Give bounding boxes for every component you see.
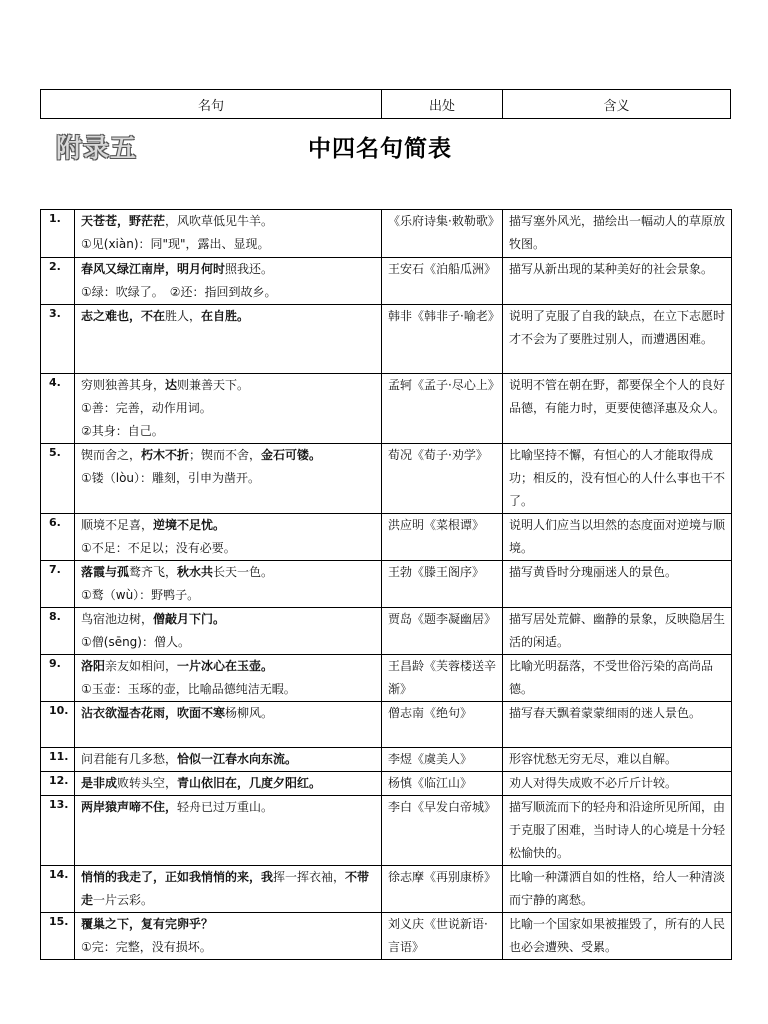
- source-cell: 荀况《荀子·劝学》: [382, 444, 503, 514]
- meaning-cell: 比喻一个国家如果被摧毁了，所有的人民也必会遭殃、受累。: [503, 913, 732, 960]
- row-number: 7.: [41, 561, 75, 608]
- source-cell: 《乐府诗集·敕勒歌》: [382, 210, 503, 258]
- quotes-table: [40, 209, 732, 960]
- quote-segment: 亲友如相问，: [105, 659, 178, 673]
- quote-text: [81, 866, 375, 912]
- quote-annotation: ①鹜（wù）：野鸭子。: [81, 588, 200, 602]
- quote-text: [81, 374, 375, 397]
- quote-segment: 照我还。: [225, 262, 274, 276]
- meaning-cell: 形容忧愁无穷无尽，难以自解。: [503, 748, 732, 772]
- quote-segment: 沾衣欲湿杏花雨，吹面不寒: [81, 706, 226, 720]
- quote-cell: [75, 866, 382, 913]
- table-row: [41, 913, 732, 960]
- quote-cell: [75, 210, 382, 258]
- table-row: [41, 772, 732, 796]
- quote-segment: 落霞与孤: [81, 565, 130, 579]
- quote-text: [81, 913, 375, 936]
- source-cell: 杨慎《临江山》: [382, 772, 503, 796]
- meaning-cell: 描写塞外风光，描绘出一幅动人的草原放牧图。: [503, 210, 732, 258]
- quote-segment: 鸟宿池边树，: [81, 612, 154, 626]
- quote-segment: 鹜齐飞，: [129, 565, 178, 579]
- quote-segment: 在自胜。: [201, 309, 250, 323]
- quote-annotation: ①绿：吹绿了。 ②还：指回到故乡。: [81, 285, 277, 299]
- quote-segment: 僧敲月下门。: [153, 612, 226, 626]
- quote-segment: 胜人，: [165, 309, 202, 323]
- quote-segment: 两岸猿声啼不住，: [81, 800, 178, 814]
- quote-segment: 朽木不折: [141, 448, 190, 462]
- quote-segment: ；锲而不舍，: [189, 448, 262, 462]
- row-number: 1.: [41, 210, 75, 258]
- table-row: [41, 258, 732, 305]
- quote-segment: 败转头空，: [117, 776, 178, 790]
- quote-segment: 金石可镂。: [261, 448, 322, 462]
- quote-text: [81, 702, 375, 725]
- quote-text: [81, 772, 375, 795]
- meaning-cell: 描写居处荒僻、幽静的景象，反映隐居生活的闲适。: [503, 608, 732, 655]
- quote-segment: 穷则独善其身，: [81, 378, 166, 392]
- source-cell: 刘义庆《世说新语·言语》: [382, 913, 503, 960]
- quote-cell: [75, 772, 382, 796]
- quote-cell: [75, 514, 382, 561]
- quote-segment: 秋水共: [177, 565, 214, 579]
- quote-annotation: ①镂（lòu）：雕刻，引申为凿开。: [81, 471, 261, 485]
- quote-annotation: ①玉壶：玉琢的壶，比喻品德纯洁无暇。: [81, 682, 296, 696]
- quote-segment: 天苍苍，: [81, 214, 130, 228]
- quote-cell: [75, 561, 382, 608]
- quote-text: [81, 608, 375, 631]
- row-number: 12.: [41, 772, 75, 796]
- meaning-cell: 比喻坚持不懈，有恒心的人才能取得成功；相反的，没有恒心的人什么事也干不了。: [503, 444, 732, 514]
- quote-segment: 则兼善天下。: [177, 378, 250, 392]
- source-cell: 韩非《韩非子·喻老》: [382, 305, 503, 374]
- quote-segment: 恰似一江春水向东流。: [177, 752, 298, 766]
- quote-annotation: ①僧(sēng)：僧人。: [81, 635, 190, 649]
- quote-cell: [75, 258, 382, 305]
- quote-cell: [75, 655, 382, 702]
- source-cell: 李煜《虞美人》: [382, 748, 503, 772]
- quote-segment: 志之难也，不在: [81, 309, 166, 323]
- meaning-cell: 劝人对得失成败不必斤斤计较。: [503, 772, 732, 796]
- quote-segment: 青山依旧在，几度夕阳红。: [177, 776, 322, 790]
- header-source: 出处: [382, 90, 503, 119]
- quote-segment: 是非成: [81, 776, 118, 790]
- table-row: [41, 444, 732, 514]
- table-row: [41, 748, 732, 772]
- row-number: 15.: [41, 913, 75, 960]
- quote-segment: ，风吹草低见牛羊。: [165, 214, 274, 228]
- quote-annotation: ①见(xiàn)：同"现"，露出、显现。: [81, 237, 270, 251]
- quote-annotation: ①完：完整，没有损坏。: [81, 940, 212, 954]
- row-number: 11.: [41, 748, 75, 772]
- row-number: 9.: [41, 655, 75, 702]
- meaning-cell: 比喻一种潇洒自如的性格，给人一种清淡而宁静的离愁。: [503, 866, 732, 913]
- source-cell: 王勃《滕王阁序》: [382, 561, 503, 608]
- source-cell: 孟轲《孟子·尽心上》: [382, 374, 503, 444]
- quote-segment: 覆巢之下，复有完卵乎？: [81, 917, 214, 931]
- table-row: [41, 866, 732, 913]
- meaning-cell: 比喻光明磊落，不受世俗污染的高尚品德。: [503, 655, 732, 702]
- source-cell: 洪应明《菜根谭》: [382, 514, 503, 561]
- quote-cell: [75, 305, 382, 374]
- quote-segment: 野茫茫: [129, 214, 166, 228]
- document-title: 中四名句简表: [308, 136, 452, 162]
- quote-text: [81, 305, 375, 328]
- row-number: 5.: [41, 444, 75, 514]
- quote-segment: 锲而舍之，: [81, 448, 142, 462]
- quote-segment: 问君能有几多愁，: [81, 752, 178, 766]
- row-number: 6.: [41, 514, 75, 561]
- quote-cell: [75, 913, 382, 960]
- table-row: [41, 374, 732, 444]
- table-row: [41, 561, 732, 608]
- row-number: 2.: [41, 258, 75, 305]
- source-cell: 徐志摩《再别康桥》: [382, 866, 503, 913]
- meaning-cell: 说明了克服了自我的缺点，在立下志愿时才不会为了要胜过别人，而遭遇困难。: [503, 305, 732, 374]
- quote-segment: 挥一挥衣袖，: [273, 870, 346, 884]
- quote-text: [81, 655, 375, 678]
- row-number: 8.: [41, 608, 75, 655]
- row-number: 13.: [41, 796, 75, 866]
- source-cell: 王昌龄《芙蓉楼送辛渐》: [382, 655, 503, 702]
- meaning-cell: 说明不管在朝在野，都要保全个人的良好品德，有能力时，更要使德泽惠及众人。: [503, 374, 732, 444]
- table-row: [41, 655, 732, 702]
- quote-annotation: ②其身：自己。: [81, 424, 164, 438]
- header-quote: 名句: [41, 90, 382, 119]
- quote-text: [81, 561, 375, 584]
- quote-segment: 轻舟已过万重山。: [177, 800, 274, 814]
- quote-segment: 洛阳: [81, 659, 106, 673]
- quote-annotation: ①不足：不足以；没有必要。: [81, 541, 236, 555]
- meaning-cell: 描写顺流而下的轻舟和沿途所见所闻，由于克服了困难，当时诗人的心境是十分轻松愉快的。: [503, 796, 732, 866]
- quote-cell: [75, 796, 382, 866]
- table-row: [41, 796, 732, 866]
- table-row: [41, 210, 732, 258]
- quote-segment: 春风又绿江南岸，: [81, 262, 178, 276]
- meaning-cell: 说明人们应当以坦然的态度面对逆境与顺境。: [503, 514, 732, 561]
- quote-text: [81, 748, 375, 771]
- table-row: [41, 514, 732, 561]
- quote-text: [81, 514, 375, 537]
- quote-text: [81, 796, 375, 819]
- quote-segment: 顺境不足喜，: [81, 518, 154, 532]
- meaning-cell: 描写春天飘着蒙蒙细雨的迷人景色。: [503, 702, 732, 748]
- row-number: 4.: [41, 374, 75, 444]
- quote-text: [81, 258, 375, 281]
- row-number: 14.: [41, 866, 75, 913]
- quote-text: [81, 444, 375, 467]
- table-row: [41, 608, 732, 655]
- quote-segment: 一片冰心在玉壶。: [177, 659, 274, 673]
- quote-segment: 一片云彩。: [93, 893, 154, 907]
- quote-segment: 悄悄的我走了，正如我悄悄的来，我: [81, 870, 274, 884]
- meaning-cell: 描写从新出现的某种美好的社会景象。: [503, 258, 732, 305]
- quote-segment: 杨柳风。: [225, 706, 274, 720]
- quote-segment: 长天一色。: [213, 565, 274, 579]
- quote-cell: [75, 374, 382, 444]
- source-cell: 贾岛《题李凝幽居》: [382, 608, 503, 655]
- quote-segment: 逆境不足忧。: [153, 518, 226, 532]
- quote-cell: [75, 748, 382, 772]
- source-cell: 王安石《泊船瓜洲》: [382, 258, 503, 305]
- appendix-label: 附录五: [56, 134, 138, 164]
- source-cell: 僧志南《绝句》: [382, 702, 503, 748]
- quote-segment: 不带走: [81, 870, 370, 907]
- quote-cell: [75, 702, 382, 748]
- source-cell: 李白《早发白帝城》: [382, 796, 503, 866]
- quote-cell: [75, 608, 382, 655]
- quote-text: [81, 210, 375, 233]
- meaning-cell: 描写黄昏时分瑰丽迷人的景色。: [503, 561, 732, 608]
- row-number: 10.: [41, 702, 75, 748]
- quote-segment: 明月何时: [177, 262, 226, 276]
- row-number: 3.: [41, 305, 75, 374]
- quote-annotation: ①善：完善，动作用词。: [81, 401, 212, 415]
- header-meaning: 含义: [503, 90, 731, 119]
- column-header-table: [40, 89, 731, 119]
- table-row: [41, 305, 732, 374]
- quote-segment: 达: [165, 378, 178, 392]
- table-row: [41, 702, 732, 748]
- quote-cell: [75, 444, 382, 514]
